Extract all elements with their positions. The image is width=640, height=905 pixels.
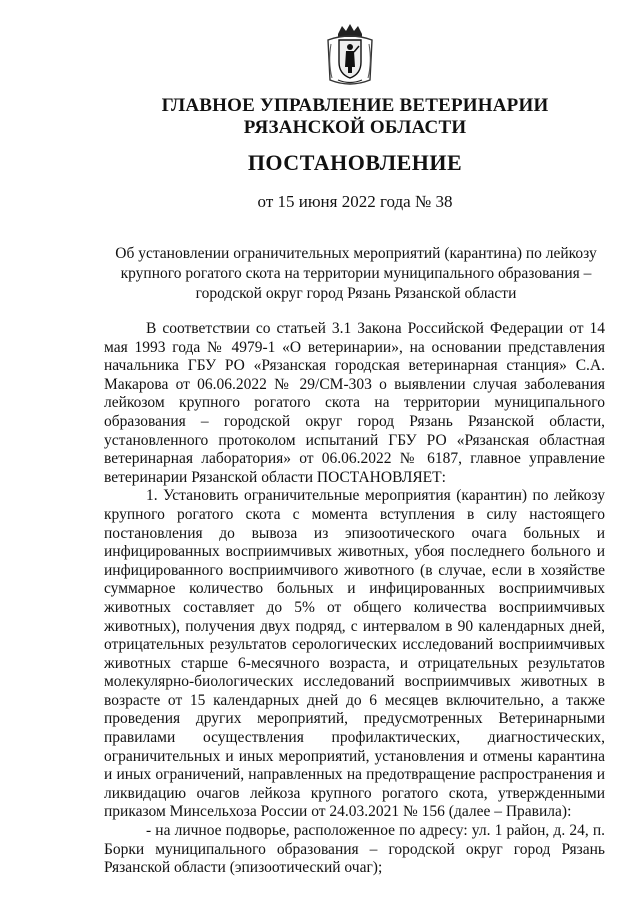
subitem-1-paragraph: - на личное подворье, расположенное по адресу: ул. 1 район, д. 24, п. Борки муниципального образования – городской округ город Рязань Рязанской области (эпизоотический очаг);: [104, 822, 605, 877]
document-title: ПОСТАНОВЛЕНИЕ: [247, 150, 463, 175]
document-body: [104, 320, 605, 878]
document-date-number: от 15 июня 2022 года № 38: [257, 192, 453, 211]
preamble-paragraph: В соответствии со статьей 3.1 Закона Российской Федерации от 14 мая 1993 года № 4979-1 «О ветеринарии», на основании представления начальника ГБУ РО «Рязанская городская ветеринарная станция» С.А. Макарова от 06.06.2022 № 29/СМ-303 о выявлении случая заболевания лейкозом крупного рогатого скота на территории муниципального образования – городской округ город Рязань Рязанской области, установленного протоколом испытаний ГБУ РО «Рязанская областная ветеринарная лаборатория» от 06.06.2022 № 6187, главное управление ветеринарии Рязанской области ПОСТАНОВЛЯЕТ:: [104, 320, 605, 486]
organization-name-line2: РЯЗАНСКОЙ ОБЛАСТИ: [243, 117, 467, 138]
document-subject: Об установлении ограничительных мероприятий (карантина) по лейкозу крупного рогатого скота на территории муниципального образования – городской округ город Рязань Рязанской области: [115, 245, 597, 302]
item-1-paragraph: 1. Установить ограничительные мероприятия (карантин) по лейкозу крупного рогатого скота с момента вступления в силу настоящего постановления до вывоза из эпизоотического очага больных и инфицированных восприимчивых животных, убоя последнего больного и инфицированного восприимчивого животного (в случае, если в хозяйстве суммарное количество больных и инфицированных восприимчивых животных составляет до 5% от общего количества восприимчивых животных), получения двух подряд, с интервалом в 90 календарных дней, отрицательных результатов серологических исследований восприимчивых животных старше 6-месячного возраста, и отрицательных результатов молекулярно-биологических исследований восприимчивых животных в возрасте от 15 календарных дней до 6 месяцев включительно, а также проведения других мероприятий, предусмотренных Ветеринарными правилами осуществления профилактических, диагностических, ограничительных и иных мероприятий, установления и отмены карантина и иных ограничений, направленных на предотвращение распространения и ликвидацию очагов лейкоза крупного рогатого скота, утвержденными приказом Минсельхоза России от 24.03.2021 № 156 (далее – Правила):: [104, 487, 605, 821]
coat-of-arms-icon: [324, 22, 376, 88]
organization-name-line1: ГЛАВНОЕ УПРАВЛЕНИЕ ВЕТЕРИНАРИИ: [161, 95, 549, 116]
